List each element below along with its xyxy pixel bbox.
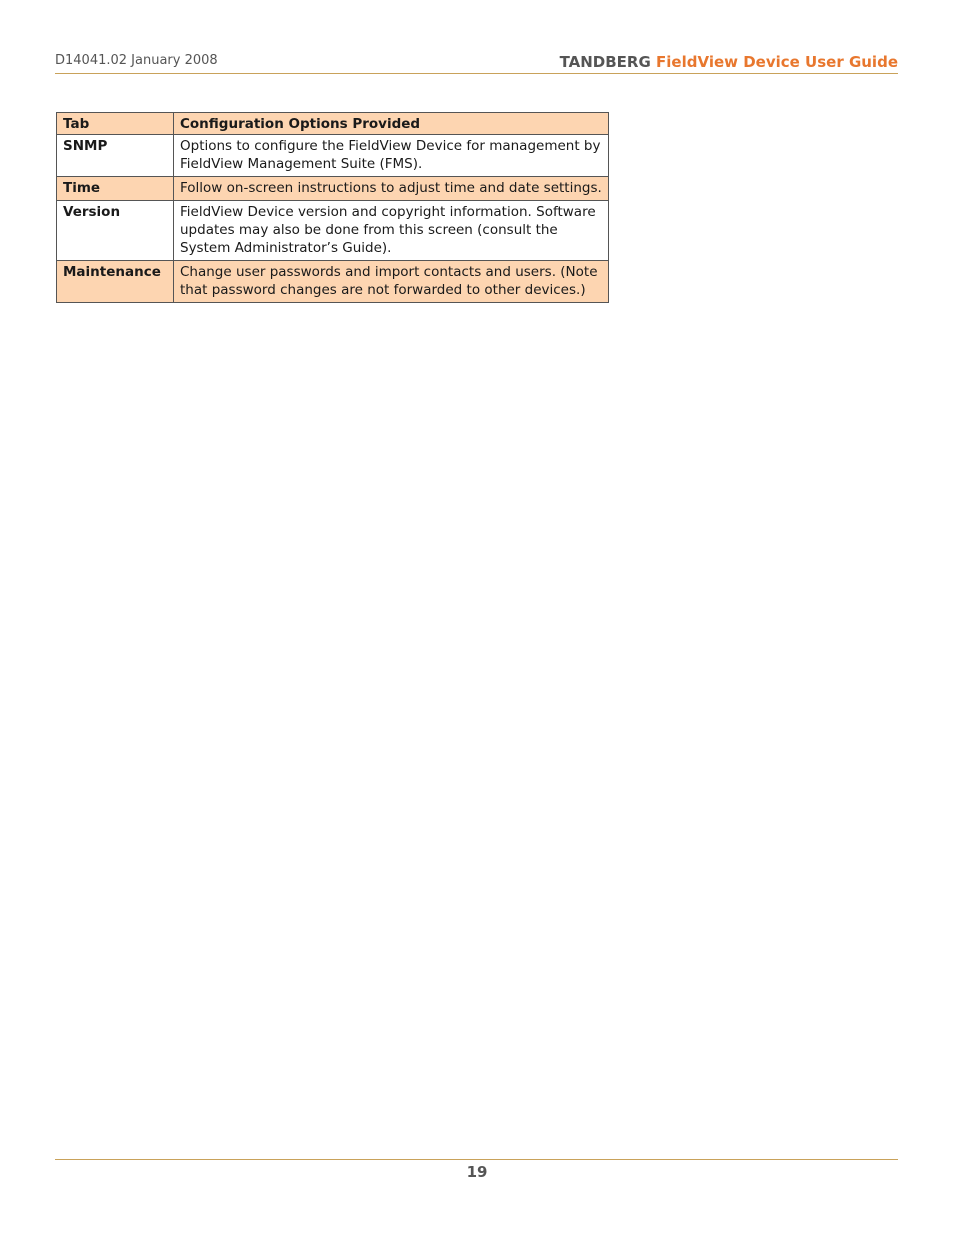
brand-name: TANDBERG [559,53,651,71]
row-description: Follow on-screen instructions to adjust time and date settings. [174,177,609,201]
configuration-options-table [56,112,609,303]
row-tab-name: Maintenance [57,261,174,303]
table-row [57,135,609,177]
table-row [57,201,609,261]
column-header-options: Configuration Options Provided [174,113,609,135]
row-tab-name: Time [57,177,174,201]
column-header-tab: Tab [57,113,174,135]
product-title: FieldView Device User Guide [656,53,898,71]
document-title [560,53,898,71]
row-description: FieldView Device version and copyright information. Software updates may also be done from this screen (consult the System Administrator’s Guide). [174,201,609,261]
table-row [57,261,609,303]
row-description: Change user passwords and import contacts and users. (Note that password changes are not forwarded to other devices.) [174,261,609,303]
row-description: Options to configure the FieldView Device for management by FieldView Management Suite (FMS). [174,135,609,177]
row-tab-name: SNMP [57,135,174,177]
table-row [57,177,609,201]
row-tab-name: Version [57,201,174,261]
table-header-row [57,113,609,135]
footer-divider [55,1159,898,1160]
document-id: D14041.02 January 2008 [55,53,218,68]
page-header [55,50,898,74]
page-number: 19 [466,1163,488,1181]
